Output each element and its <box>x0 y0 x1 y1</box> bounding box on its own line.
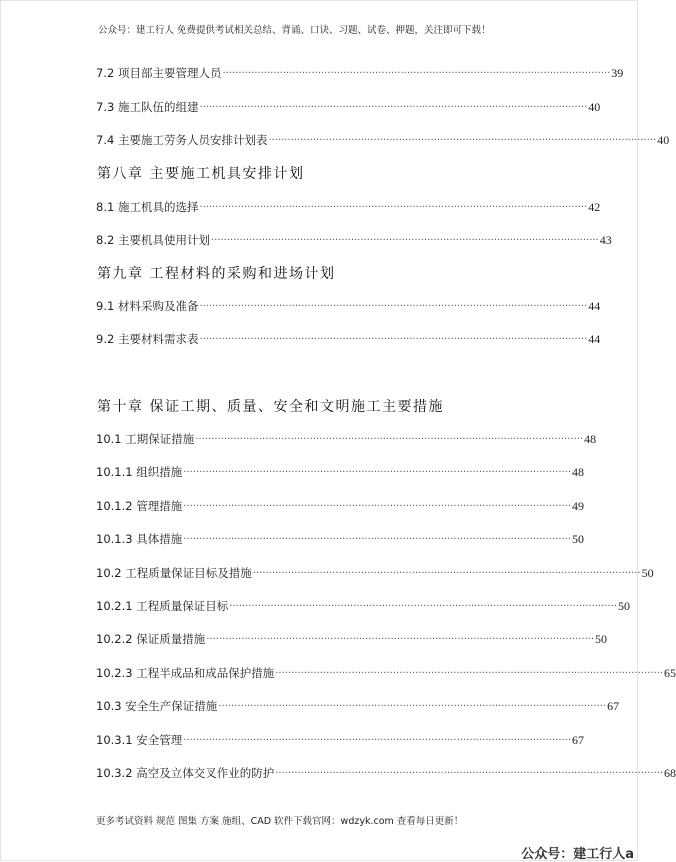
toc-entry-label: 9.2 主要材料需求表 <box>96 332 199 346</box>
dot-leader: ·························································································································· <box>206 633 595 645</box>
toc-entry-page: 65 <box>664 665 676 680</box>
toc-entry-page: 50 <box>618 598 631 613</box>
chapter-heading[interactable]: 第十章 保证工期、质量、安全和文明施工主要措施 <box>97 399 444 415</box>
toc-entry-page: 43 <box>599 232 612 247</box>
toc-entry-page: 49 <box>572 498 585 513</box>
toc-entry-page: 44 <box>588 331 601 346</box>
toc-entry[interactable] <box>96 564 654 582</box>
toc-entry-label: 7.4 主要施工劳务人员安排计划表 <box>96 133 268 147</box>
toc-entry[interactable] <box>96 297 601 315</box>
toc-entry-page: 39 <box>611 65 624 80</box>
dot-leader: ·························································································································· <box>210 234 599 246</box>
dot-leader: ·························································································································· <box>218 700 607 712</box>
toc-entry-label: 10.1 工期保证措施 <box>96 432 195 446</box>
toc-entry[interactable] <box>96 764 676 782</box>
dot-leader: ·························································································································· <box>268 134 657 146</box>
toc-entry[interactable] <box>96 131 670 149</box>
toc-entry-page: 40 <box>657 132 670 147</box>
chapter-heading[interactable]: 第八章 主要施工机具安排计划 <box>97 166 305 182</box>
dot-leader: ·························································································································· <box>275 767 664 779</box>
toc-entry-page: 48 <box>584 431 597 446</box>
header-note: 公众号：建工行人 免费提供考试相关总结、背诵、口诀、习题、试卷、押题，关注即可下载！ <box>98 25 491 36</box>
dot-leader: ·························································································································· <box>222 67 611 79</box>
toc-entry-label: 7.3 施工队伍的组建 <box>96 100 199 114</box>
toc-entry-page: 67 <box>607 698 620 713</box>
toc-entry[interactable] <box>96 697 620 715</box>
toc-entry[interactable] <box>96 64 624 82</box>
toc-entry-label: 10.1.3 具体措施 <box>96 532 183 546</box>
toc-entry-label: 10.2 工程质量保证目标及措施 <box>96 566 252 580</box>
toc-entry[interactable] <box>96 231 612 249</box>
toc-entry[interactable] <box>96 330 601 348</box>
toc-entry[interactable] <box>96 630 608 648</box>
toc-entry[interactable] <box>96 530 585 548</box>
dot-leader: ·························································································································· <box>199 201 588 213</box>
toc-entry-page: 50 <box>641 565 654 580</box>
toc-entry-label: 8.2 主要机具使用计划 <box>96 233 210 247</box>
dot-leader: ·························································································································· <box>183 734 572 746</box>
toc-entry[interactable] <box>96 731 585 749</box>
toc-entry-label: 10.1.1 组织措施 <box>96 465 183 479</box>
dot-leader: ·························································································································· <box>229 600 618 612</box>
dot-leader: ·························································································································· <box>195 433 584 445</box>
toc-entry-page: 42 <box>588 199 601 214</box>
toc-entry-label: 10.2.3 工程半成品和成品保护措施 <box>96 666 275 680</box>
dot-leader: ·························································································································· <box>183 533 572 545</box>
toc-entry-label: 8.1 施工机具的选择 <box>96 200 199 214</box>
toc-entry-page: 40 <box>588 99 601 114</box>
toc-entry-label: 10.3 安全生产保证措施 <box>96 699 218 713</box>
footer-note: 更多考试资料 规范 图集 方案 施组、CAD 软件下载官网：wdzyk.com 查看每日更新！ <box>96 816 464 827</box>
toc-entry-label: 10.2.1 工程质量保证目标 <box>96 599 229 613</box>
dot-leader: ·························································································································· <box>199 300 588 312</box>
toc-entry[interactable] <box>96 198 601 216</box>
dot-leader: ·························································································································· <box>252 567 641 579</box>
toc-entry-label: 10.2.2 保证质量措施 <box>96 632 206 646</box>
toc-entry[interactable] <box>96 430 597 448</box>
chapter-heading[interactable]: 第九章 工程材料的采购和进场计划 <box>97 266 336 282</box>
dot-leader: ·························································································································· <box>275 667 664 679</box>
toc-entry-label: 10.1.2 管理措施 <box>96 499 183 513</box>
toc-entry[interactable] <box>96 463 585 481</box>
dot-leader: ·························································································································· <box>199 101 588 113</box>
toc-entry-page: 67 <box>572 732 585 747</box>
toc-entry-page: 50 <box>572 531 585 546</box>
toc-entry-label: 10.3.1 安全管理 <box>96 733 183 747</box>
toc-entry-label: 7.2 项目部主要管理人员 <box>96 66 222 80</box>
toc-entry[interactable] <box>96 597 631 615</box>
dot-leader: ·························································································································· <box>199 333 588 345</box>
toc-entry[interactable] <box>96 664 676 682</box>
watermark-text: 公众号：建工行人a <box>521 847 634 862</box>
toc-entry[interactable] <box>96 98 601 116</box>
dot-leader: ·························································································································· <box>183 466 572 478</box>
toc-entry-page: 48 <box>572 464 585 479</box>
toc-entry-page: 44 <box>588 298 601 313</box>
toc-entry-page: 68 <box>664 765 676 780</box>
toc-entry-label: 10.3.2 高空及立体交叉作业的防护 <box>96 766 275 780</box>
toc-entry[interactable] <box>96 497 585 515</box>
toc-entry-page: 50 <box>595 631 608 646</box>
toc-entry-label: 9.1 材料采购及准备 <box>96 299 199 313</box>
dot-leader: ·························································································································· <box>183 500 572 512</box>
